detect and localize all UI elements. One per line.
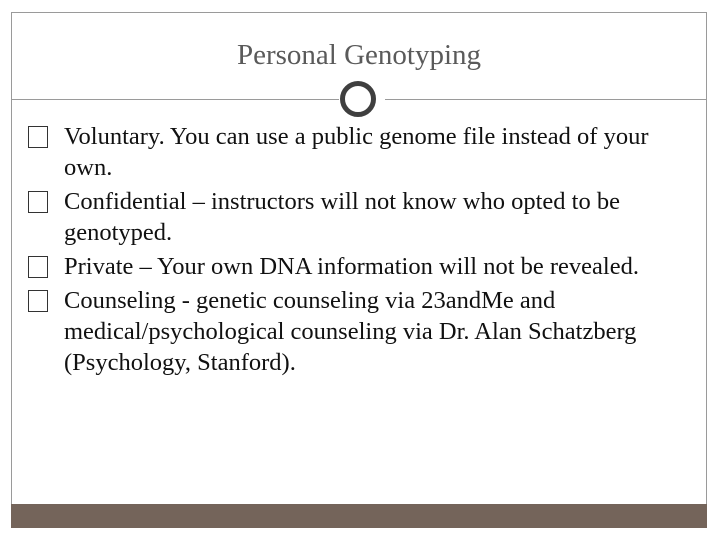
missing-glyph-box-icon [28, 256, 48, 278]
list-item [28, 186, 698, 248]
circle-ring-icon [339, 80, 377, 118]
title-divider-left [11, 99, 339, 100]
missing-glyph-box-icon [28, 191, 48, 213]
list-item [28, 251, 698, 282]
bullet-text: Confidential – instructors will not know who opted to be genotyped. [64, 188, 620, 246]
bottom-band [11, 504, 707, 528]
list-item [28, 121, 698, 183]
missing-glyph-box-icon [28, 290, 48, 312]
bullet-list [28, 121, 698, 381]
bullet-text: Voluntary. You can use a public genome file instead of your own. [64, 123, 649, 181]
list-item [28, 285, 698, 378]
missing-glyph-box-icon [28, 126, 48, 148]
title-divider-right [385, 99, 707, 100]
bullet-text: Counseling - genetic counseling via 23andMe and medical/psychological counseling via Dr. Alan Schatzberg (Psychology, Stanford). [64, 287, 637, 376]
slide-title: Personal Genotyping [236, 39, 482, 71]
bullet-text: Private – Your own DNA information will not be revealed. [64, 253, 639, 280]
